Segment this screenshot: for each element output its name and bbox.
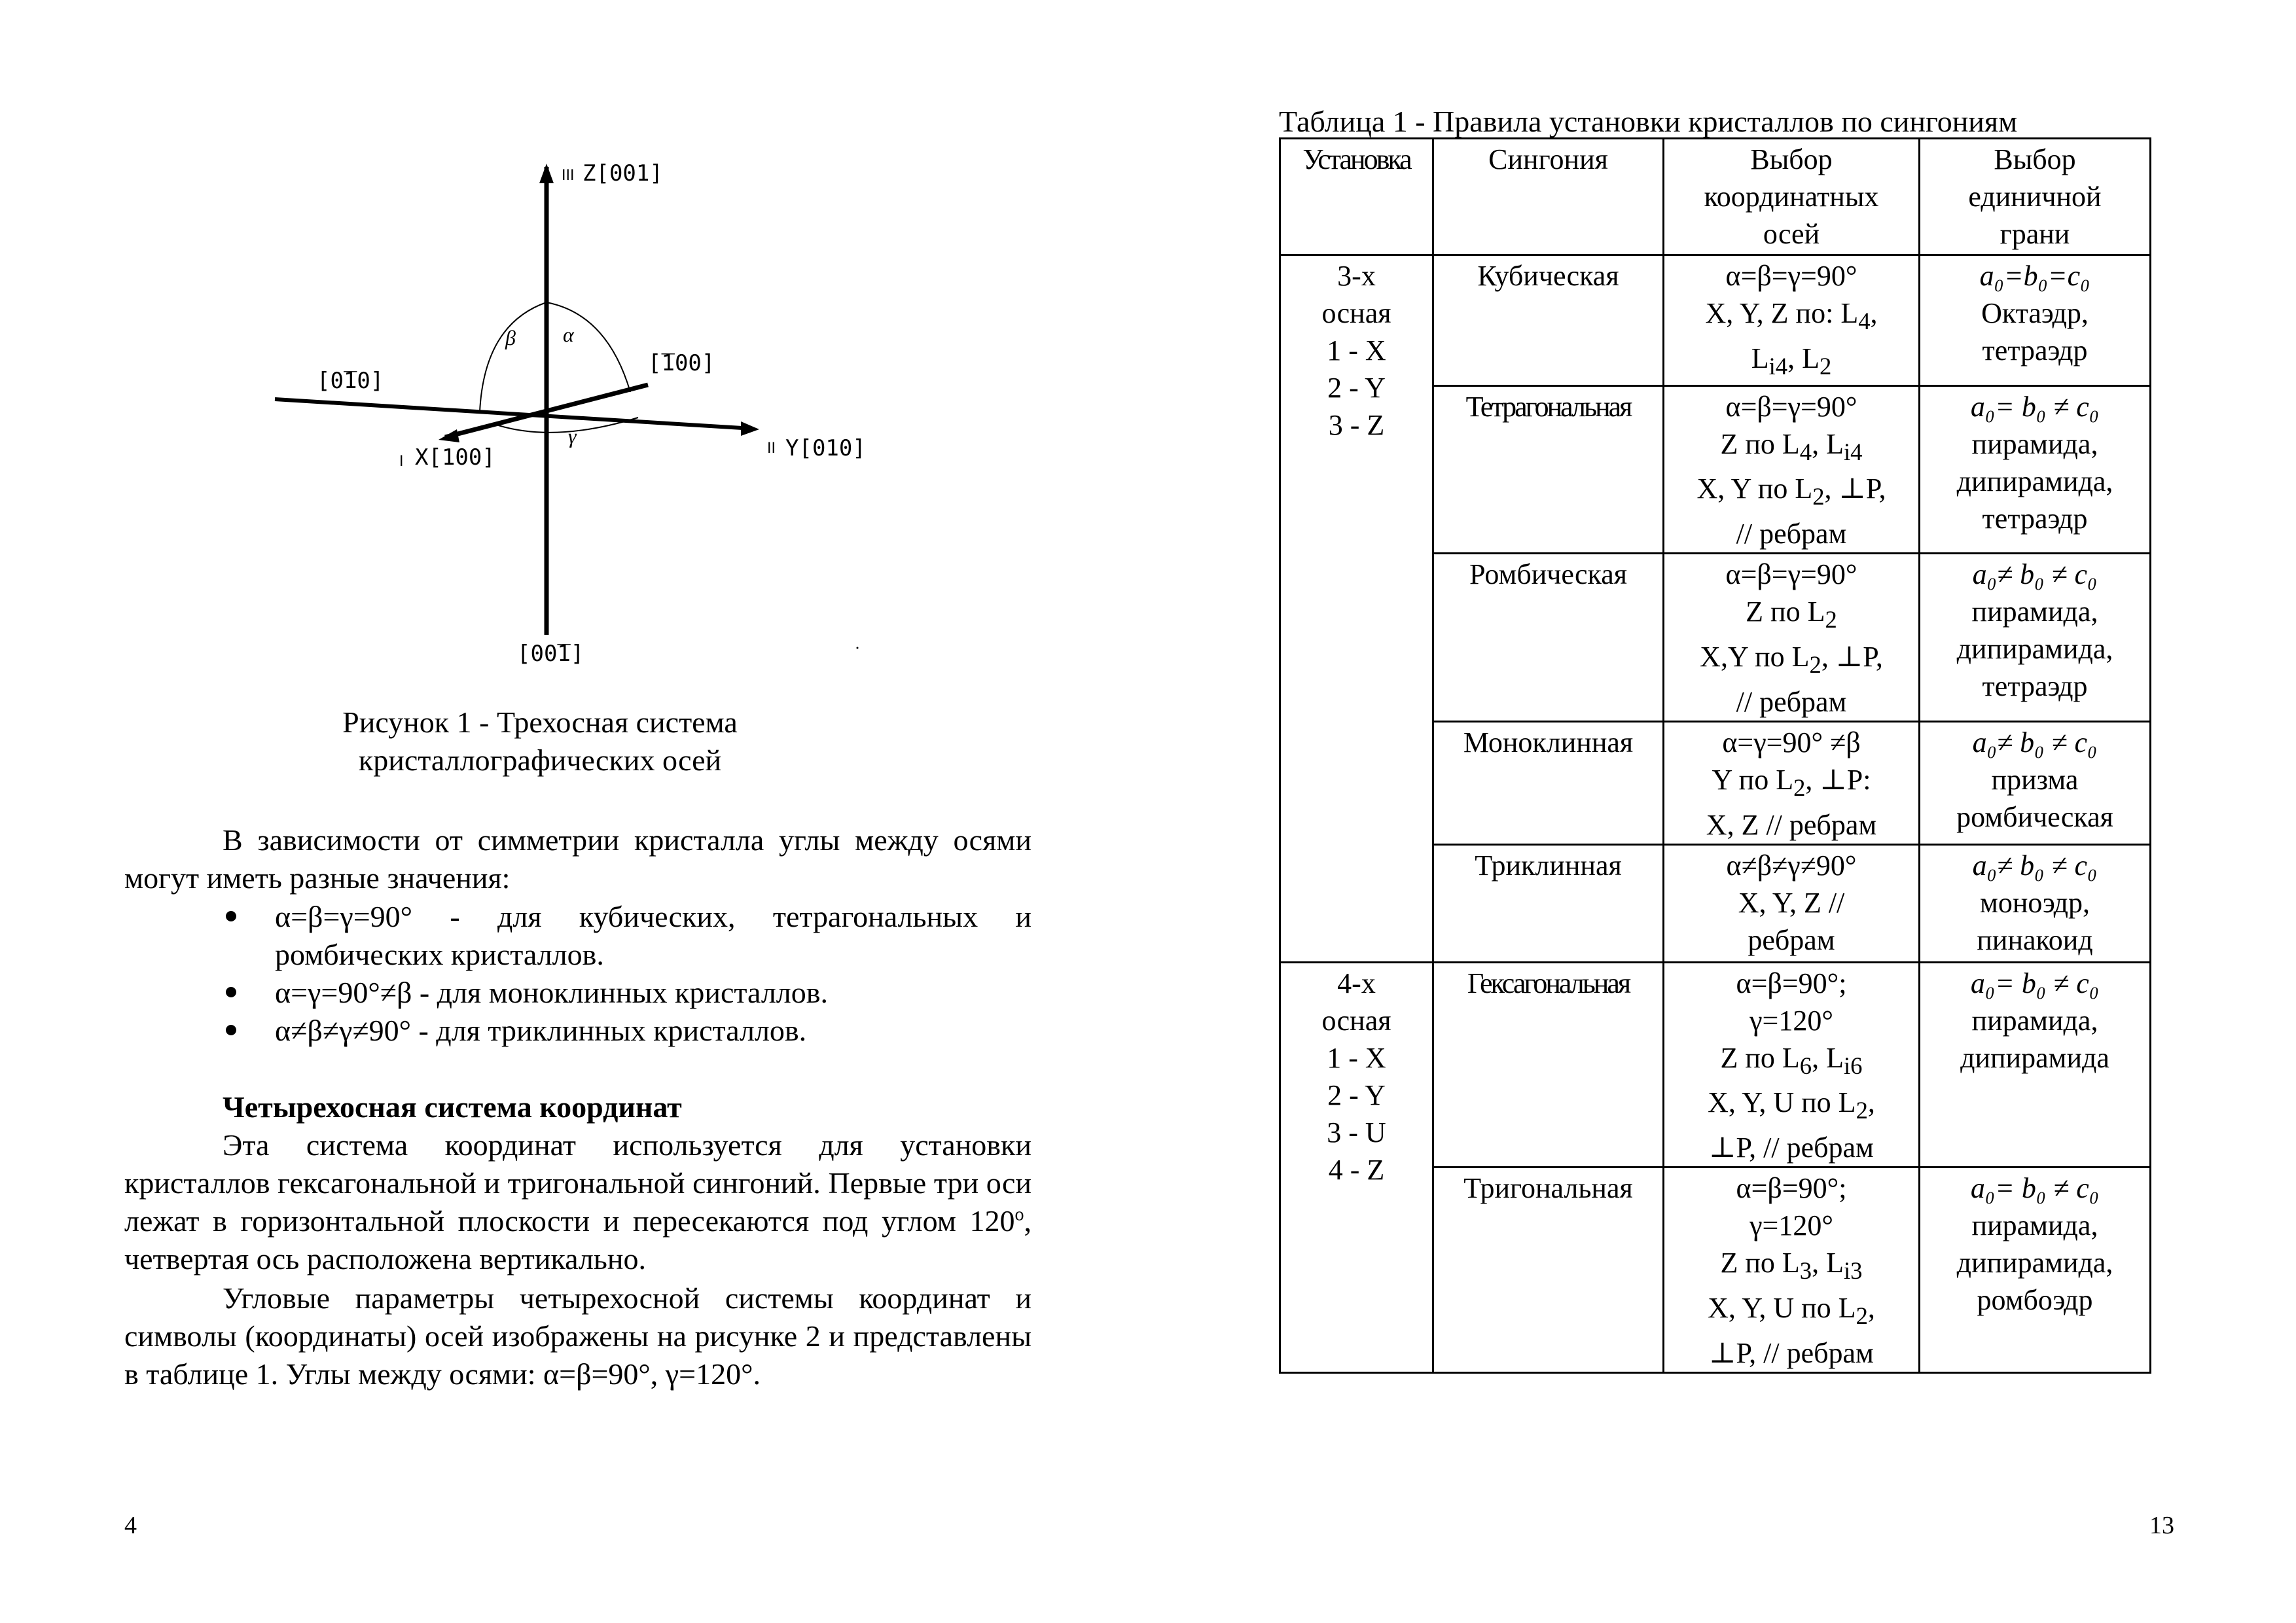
- bullet-icon: [226, 987, 236, 997]
- axes-rhombic: α=β=γ=90° Z по $L_2$ X,Y по $L_2$, ⊥P, // ребрам: [1664, 554, 1920, 722]
- x-roman-label: I: [399, 454, 404, 470]
- axes-trigonal: α=β=90°; γ=120° Z по $L_3$, $L_{i3}$ X, Y, U по $L_2$, ⊥P, // ребрам: [1664, 1168, 1920, 1373]
- face-tetragonal: a₀= b₀ ≠ c₀ пирамида, дипирамида, тетраэдр: [1920, 385, 2151, 554]
- face-hexagonal: a₀= b₀ ≠ c₀ пирамида, дипирамида: [1920, 962, 2151, 1168]
- right-page: [1148, 0, 2296, 1623]
- axes-tetragonal: α=β=γ=90° Z по $L_4$, $L_{i4}$ X, Y по $L_2$, ⊥P, // ребрам: [1664, 385, 1920, 554]
- beta-arc: [480, 302, 547, 412]
- page-number-right: 13: [2149, 1512, 2174, 1539]
- y-axis-arrow-icon: [741, 421, 759, 436]
- syngony-table: [1279, 137, 2151, 1374]
- page-number-left: 4: [124, 1512, 137, 1539]
- beta-label: β: [505, 326, 516, 349]
- bullet-item: α≠β≠γ≠90° - для триклинных кристаллов.: [124, 1012, 1031, 1050]
- y-roman-label: II: [767, 440, 776, 457]
- alpha-label: α: [563, 323, 574, 346]
- axes-diagram: [249, 151, 903, 694]
- setup-3-axis-cell: 3-х осная 1 - X 2 - Y 3 - Z: [1280, 255, 1433, 963]
- figure-caption: Рисунок 1 - Трехосная система кристаллографических осей: [342, 705, 738, 777]
- axes-hexagonal: α=β=90°; γ=120° Z по $L_6$, $L_{i6}$ X, Y, U по $L_2$, ⊥P, // ребрам: [1664, 962, 1920, 1168]
- table-title: Таблица 1 - Правила установки кристаллов по сингониям: [1279, 105, 2018, 138]
- alpha-arc: [547, 302, 630, 392]
- syngony-cubic: Кубическая: [1433, 255, 1664, 386]
- axes-triclinic: α≠β≠γ≠90° X, Y, Z // ребрам: [1664, 844, 1920, 962]
- face-trigonal: a₀= b₀ ≠ c₀ пирамида, дипирамида, ромбоэдр: [1920, 1168, 2151, 1373]
- z-negative-label: [00̅1]: [517, 641, 584, 667]
- paragraph-intro: В зависимости от симметрии кристалла углы между осями могут иметь разные значения:: [124, 823, 1031, 895]
- paragraph-4axis-1: Эта система координат используется для установки кристаллов гексагональной и тригональной сингоний. Первые три оси лежат в горизонтальной плоскости и пересекаются под углом 120$^o$, четвертая ось расположена вертикально.: [124, 1128, 1031, 1275]
- paragraph-4axis-2: Угловые параметры четырехосной системы координат и символы (координаты) осей изображены на рисунке 2 и представлены в таблице 1. Углы между осями: α=β=90°, γ=120°.: [124, 1281, 1031, 1391]
- syngony-hexagonal: Гексагональная: [1433, 962, 1664, 1168]
- z-axis-label: Z[001]: [583, 160, 663, 187]
- table-header-row: [1280, 139, 2151, 255]
- y-axis-label: Y[010]: [785, 435, 866, 461]
- syngony-trigonal: Тригональная: [1433, 1168, 1664, 1373]
- axes-monoclinic: α=γ=90° ≠β Y по $L_2$, ⊥P: X, Z // ребрам: [1664, 721, 1920, 844]
- gamma-label: γ: [568, 424, 577, 448]
- x-axis-label: X[100]: [415, 444, 495, 471]
- crystal-axes-figure: [249, 151, 903, 694]
- syngony-tetragonal: Тетрагональная: [1433, 385, 1664, 554]
- x-negative-alt-label: [̅100]: [648, 350, 715, 376]
- axes-cubic: α=β=γ=90° X, Y, Z по: $L_4$, $L_{i4}$, $L_2$: [1664, 255, 1920, 386]
- header-syngony: Сингония: [1433, 139, 1664, 255]
- setup-4-axis-cell: 4-х осная 1 - X 2 - Y 3 - U 4 - Z: [1280, 962, 1433, 1372]
- bullet-icon: [226, 911, 236, 921]
- face-triclinic: a₀≠ b₀ ≠ c₀ моноэдр, пинакоид: [1920, 844, 2151, 962]
- z-roman-label: III: [562, 168, 575, 184]
- stray-dot: [857, 647, 859, 649]
- x-axis-arrow-icon: [439, 429, 459, 442]
- header-setup: Установка: [1280, 139, 1433, 255]
- syngony-triclinic: Триклинная: [1433, 844, 1664, 962]
- syngony-monoclinic: Моноклинная: [1433, 721, 1664, 844]
- bullet-item: α=β=γ=90° - для кубических, тетрагональных и ромбических кристаллов.: [124, 898, 1031, 974]
- bullet-item: α=γ=90°≠β - для моноклинных кристаллов.: [124, 974, 1031, 1012]
- z-axis-arrow-icon: [539, 164, 554, 183]
- section-heading: Четырехосная система координат: [223, 1090, 682, 1124]
- syngony-rhombic: Ромбическая: [1433, 554, 1664, 722]
- face-monoclinic: a₀≠ b₀ ≠ c₀ призма ромбическая: [1920, 721, 2151, 844]
- bullet-icon: [226, 1025, 236, 1035]
- face-rhombic: a₀≠ b₀ ≠ c₀ пирамида, дипирамида, тетраэдр: [1920, 554, 2151, 722]
- header-axes: Выбор координатных осей: [1664, 139, 1920, 255]
- face-cubic: a₀=b₀=c₀ Октаэдр, тетраэдр: [1920, 255, 2151, 386]
- table-row: [1280, 962, 2151, 1168]
- angle-bullet-list: [124, 898, 1031, 1050]
- header-face: Выбор единичной грани: [1920, 139, 2151, 255]
- y-axis: [275, 399, 753, 429]
- x-negative-label: [0̅10]: [317, 368, 384, 394]
- table-row: [1280, 255, 2151, 386]
